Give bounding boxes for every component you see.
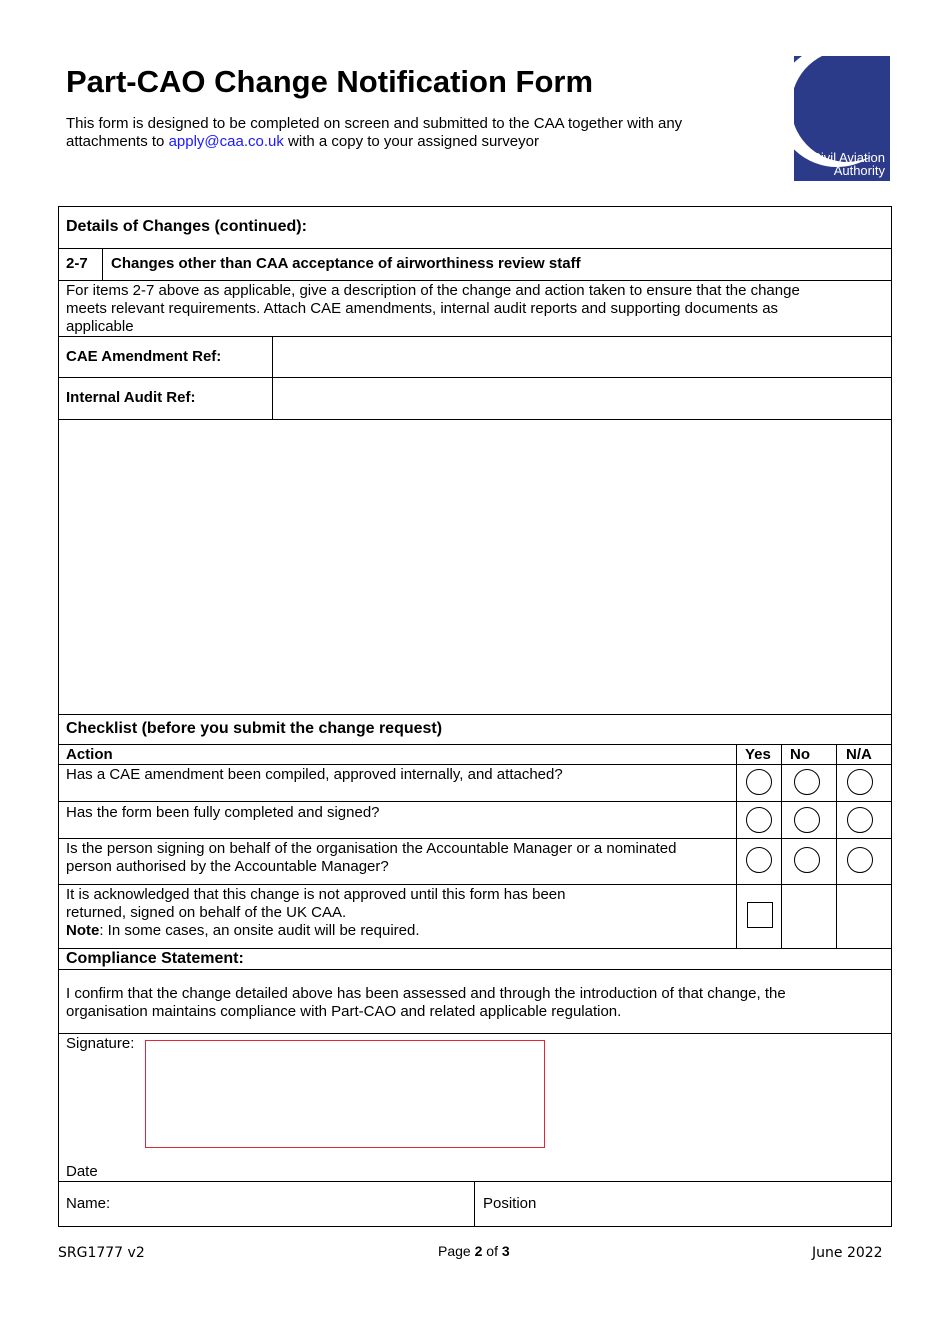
internal-audit-label: Internal Audit Ref:	[66, 389, 196, 406]
column-yes: Yes	[745, 746, 771, 763]
intro-suffix: with a copy to your assigned surveyor	[283, 133, 539, 150]
logo-text	[812, 151, 885, 177]
compliance-line-2: organisation maintains compliance with Part-CAO and related applicable regulation.	[66, 1003, 622, 1020]
divider	[58, 714, 892, 715]
cae-amendment-label: CAE Amendment Ref:	[66, 348, 222, 365]
row2-no-radio[interactable]	[794, 807, 820, 833]
divider	[474, 1181, 475, 1226]
table-top-border	[58, 206, 892, 207]
divider	[58, 419, 892, 420]
row2-na-radio[interactable]	[847, 807, 873, 833]
form-date: June 2022	[812, 1245, 883, 1261]
row3-yes-radio[interactable]	[746, 847, 772, 873]
page-title: Part-CAO Change Notification Form	[66, 64, 594, 99]
row1-na-radio[interactable]	[847, 769, 873, 795]
caa-logo	[794, 56, 890, 181]
intro-text	[66, 115, 766, 151]
note-text: : In some cases, an onsite audit will be required.	[99, 922, 420, 939]
table-bottom-border	[58, 1226, 892, 1227]
intro-prefix: attachments to	[66, 133, 169, 150]
table-left-border	[58, 206, 59, 1227]
divider	[58, 336, 892, 337]
page-of: of	[482, 1243, 502, 1259]
divider	[58, 764, 892, 765]
checklist-question-1: Has a CAE amendment been compiled, approved internally, and attached?	[66, 766, 563, 783]
form-reference: SRG1777 v2	[58, 1245, 145, 1261]
date-label: Date	[66, 1163, 98, 1180]
divider	[58, 280, 892, 281]
page-total: 3	[501, 1243, 510, 1259]
divider	[58, 1033, 892, 1034]
divider	[58, 1181, 892, 1182]
divider	[58, 248, 892, 249]
instruction-line-2: meets relevant requirements. Attach CAE amendments, internal audit reports and supporting documents as	[66, 300, 779, 317]
column-action: Action	[66, 746, 113, 763]
logo-line-2: Authority	[833, 163, 885, 178]
acknowledgement-line-2: returned, signed on behalf of the UK CAA.	[66, 904, 347, 921]
row1-no-radio[interactable]	[794, 769, 820, 795]
column-na: N/A	[846, 746, 872, 763]
row1-yes-radio[interactable]	[746, 769, 772, 795]
compliance-line-1: I confirm that the change detailed above has been assessed and through the introduction of that change, the	[66, 985, 786, 1002]
checklist-question-2: Has the form been fully completed and signed?	[66, 804, 380, 821]
table-right-border	[891, 206, 892, 1227]
description-field[interactable]	[66, 430, 876, 710]
divider	[58, 801, 892, 802]
intro-line-1: This form is designed to be completed on screen and submitted to the CAA together with any	[66, 115, 683, 132]
instruction-line-3: applicable	[66, 318, 134, 335]
email-link[interactable]: apply@caa.co.uk	[168, 133, 284, 150]
row3-no-radio[interactable]	[794, 847, 820, 873]
divider	[58, 744, 892, 745]
divider	[736, 744, 737, 948]
page-number	[438, 1242, 510, 1260]
compliance-heading: Compliance Statement:	[66, 950, 244, 967]
checklist-question-3-line-1: Is the person signing on behalf of the organisation the Accountable Manager or a nominated	[66, 840, 677, 857]
item-title: Changes other than CAA acceptance of airworthiness review staff	[111, 255, 581, 272]
divider	[102, 248, 103, 280]
details-heading: Details of Changes (continued):	[66, 218, 307, 235]
divider	[58, 377, 892, 378]
logo-line-1: Civil Aviation	[811, 150, 885, 165]
page-current: 2	[474, 1243, 483, 1259]
row2-yes-radio[interactable]	[746, 807, 772, 833]
acknowledgement-line-1: It is acknowledged that this change is not approved until this form has been	[66, 886, 566, 903]
divider	[58, 969, 892, 970]
acknowledge-checkbox[interactable]	[747, 902, 773, 928]
item-number: 2-7	[66, 255, 88, 272]
name-label: Name:	[66, 1195, 111, 1212]
divider	[781, 744, 782, 948]
divider	[58, 948, 892, 949]
signature-box[interactable]	[145, 1040, 545, 1148]
page-prefix: Page	[438, 1243, 475, 1259]
instruction-line-1: For items 2-7 above as applicable, give a description of the change and action taken to ensure that the change	[66, 282, 800, 299]
checklist-question-3-line-2: person authorised by the Accountable Manager?	[66, 858, 389, 875]
acknowledgement-note	[66, 922, 420, 940]
divider	[58, 838, 892, 839]
position-label: Position	[483, 1195, 537, 1212]
checklist-heading: Checklist (before you submit the change request)	[66, 720, 443, 737]
divider	[836, 744, 837, 948]
row3-na-radio[interactable]	[847, 847, 873, 873]
divider	[58, 884, 892, 885]
note-label: Note	[66, 922, 100, 939]
signature-label: Signature:	[66, 1035, 135, 1052]
column-no: No	[790, 746, 810, 763]
